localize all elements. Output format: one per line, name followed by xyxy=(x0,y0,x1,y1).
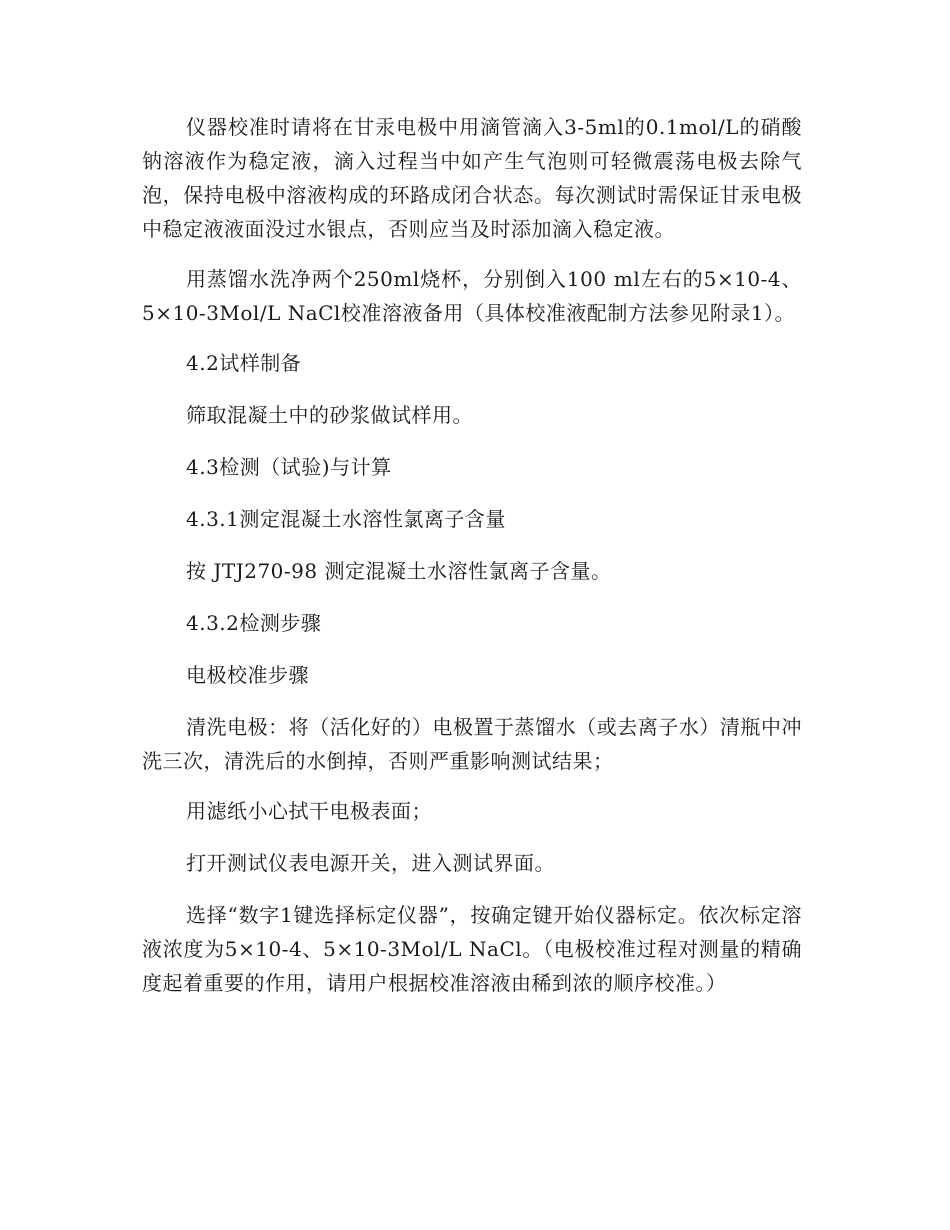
paragraph-select-calibration: 选择“数字1键选择标定仪器”，按确定键开始仪器标定。依次标定溶液浓度为5×10-4、5×10-3Mol/L NaCl。（电极校准过程对测量的精确度起着重要的作用，请用户根据校准溶液由稀到浓的顺序校准。） xyxy=(142,903,802,995)
document-body xyxy=(142,110,802,1016)
paragraph-calibration-stabilizer: 仪器校准时请将在甘汞电极中用滴管滴入3-5ml的0.1mol/L的硝酸钠溶液作为稳定液，滴入过程当中如产生气泡则可轻微震荡电极去除气泡，保持电极中溶液构成的环路成闭合状态。每次测试时需保证甘汞电极中稳定液液面没过水银点，否则应当及时添加滴入稳定液。 xyxy=(142,115,802,241)
paragraph-standard-reference: 按 JTJ270-98 测定混凝土水溶性氯离子含量。 xyxy=(186,559,612,583)
paragraph-clean-electrode: 清洗电极：将（活化好的）电极置于蒸馏水（或去离子水）清瓶中冲洗三次，清洗后的水倒掉，否则严重影响测试结果； xyxy=(142,715,802,773)
subheading-electrode-calibration: 电极校准步骤 xyxy=(186,663,309,687)
paragraph-sample-sieving: 筛取混凝土中的砂浆做试样用。 xyxy=(186,403,473,427)
section-heading-4-3: 4.3检测（试验)与计算 xyxy=(186,455,392,479)
paragraph-power-on: 打开测试仪表电源开关，进入测试界面。 xyxy=(186,851,555,875)
section-heading-4-3-2: 4.3.2检测步骤 xyxy=(186,611,322,635)
section-heading-4-3-1: 4.3.1测定混凝土水溶性氯离子含量 xyxy=(186,507,506,531)
section-heading-4-2: 4.2试样制备 xyxy=(186,351,302,375)
paragraph-dry-electrode: 用滤纸小心拭干电极表面； xyxy=(186,799,432,823)
paragraph-beaker-preparation: 用蒸馏水洗净两个250ml烧杯，分别倒入100 ml左右的5×10-4、5×10-3Mol/L NaCl校准溶液备用（具体校准液配制方法参见附录1）。 xyxy=(142,267,802,325)
